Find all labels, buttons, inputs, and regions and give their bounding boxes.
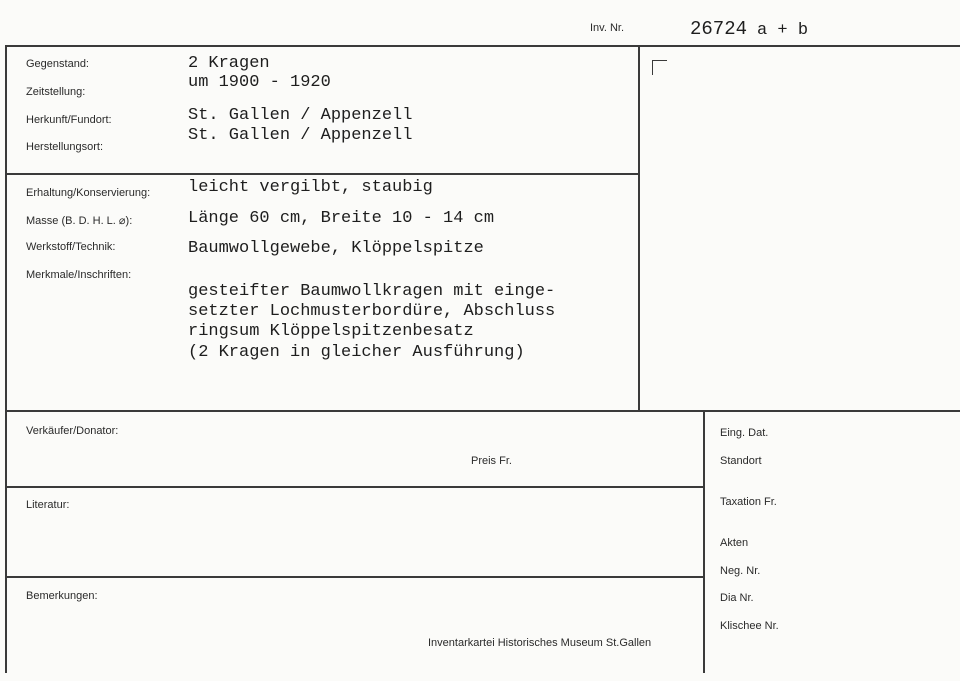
top-rule <box>6 45 960 47</box>
merkmale-label: Merkmale/Inschriften: <box>26 269 132 281</box>
merkmale-line: (2 Kragen in gleicher Ausführung) <box>188 343 525 362</box>
klischee-nr-label: Klischee Nr. <box>720 620 779 632</box>
verkaeufer-label: Verkäufer/Donator: <box>26 425 119 437</box>
inv-nr-value-group <box>690 18 808 40</box>
akten-label: Akten <box>720 537 749 549</box>
werkstoff-label: Werkstoff/Technik: <box>26 241 116 253</box>
inv-nr-value: 26724 <box>690 18 748 40</box>
left-border <box>5 45 7 673</box>
taxation-label: Taxation Fr. <box>720 496 777 508</box>
erhaltung-value: leicht vergilbt, staubig <box>188 178 433 197</box>
inv-nr-suffix: a + b <box>757 21 809 40</box>
erhaltung-label: Erhaltung/Konservierung: <box>26 187 151 199</box>
middle-divider <box>638 45 640 411</box>
preis-label: Preis Fr. <box>471 455 512 467</box>
herstellungsort-value: St. Gallen / Appenzell <box>188 126 413 145</box>
bemerkungen-label: Bemerkungen: <box>26 590 98 602</box>
mid-rule <box>6 410 960 412</box>
section1-rule <box>6 173 638 175</box>
right-column-divider <box>703 411 705 673</box>
masse-label: Masse (B. D. H. L. ⌀): <box>26 215 133 227</box>
zeitstellung-value: um 1900 - 1920 <box>188 73 331 92</box>
inv-nr-label: Inv. Nr. <box>590 22 625 34</box>
herstellungsort-label: Herstellungsort: <box>26 141 104 153</box>
verkaeufer-rule <box>6 486 703 488</box>
eing-dat-label: Eing. Dat. <box>720 427 769 439</box>
merkmale-line: gesteifter Baumwollkragen mit einge- <box>188 282 556 301</box>
herkunft-value: St. Gallen / Appenzell <box>188 106 413 125</box>
merkmale-line: ringsum Klöppelspitzenbesatz <box>188 322 474 341</box>
masse-value: Länge 60 cm, Breite 10 - 14 cm <box>188 209 495 228</box>
herkunft-label: Herkunft/Fundort: <box>26 114 112 126</box>
gegenstand-label: Gegenstand: <box>26 58 89 70</box>
literatur-rule <box>6 576 703 578</box>
neg-nr-label: Neg. Nr. <box>720 565 761 577</box>
gegenstand-value: 2 Kragen <box>188 54 270 73</box>
footer-text: Inventarkartei Historisches Museum St.Gallen <box>428 637 652 649</box>
zeitstellung-label: Zeitstellung: <box>26 86 86 98</box>
dia-nr-label: Dia Nr. <box>720 592 754 604</box>
werkstoff-value: Baumwollgewebe, Klöppelspitze <box>188 239 484 258</box>
literatur-label: Literatur: <box>26 499 70 511</box>
standort-label: Standort <box>720 455 762 467</box>
merkmale-line: setzter Lochmusterbordüre, Abschluss <box>188 302 556 321</box>
corner-mark <box>652 60 667 75</box>
